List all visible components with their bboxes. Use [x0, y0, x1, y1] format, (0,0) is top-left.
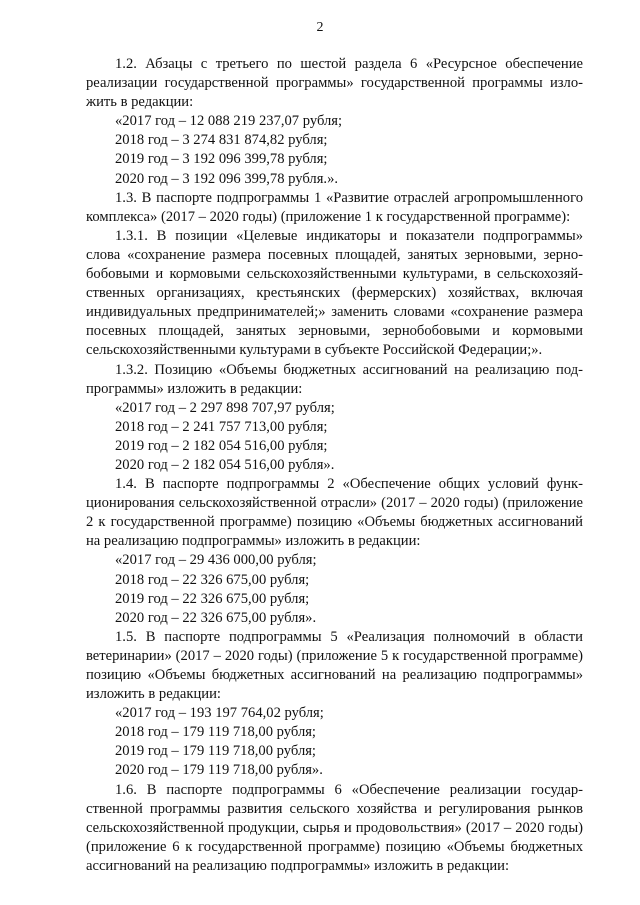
paragraph-1-5: 1.5. В паспорте подпрограммы 5 «Реализация полномочий в области ветеринарии» (2017 – 2020 годы) (приложение 5 к государственной программе) позицию «Объемы бюджетных ассигнований на реализацию подпрограммы» изложить в редакции: [86, 628, 583, 703]
value-line: «2017 год – 29 436 000,00 рубля; [115, 552, 317, 569]
value-line: «2017 год – 193 197 764,02 рубля; [115, 705, 324, 722]
value-line: 2019 год – 3 192 096 399,78 рубля; [115, 151, 328, 168]
page-number: 2 [316, 20, 324, 35]
value-line: 2020 год – 2 182 054 516,00 рубля». [115, 456, 335, 473]
paragraph-1-6: 1.6. В паспорте подпрограммы 6 «Обеспечение реализации государственной программы развития сельского хозяйства и регулирования рынков сельскохозяйственной продукции, сырья и продовольствия» (2017 – 2020 годы) (приложение 6 к государственной программе) позицию «Объемы бюджетных ассигнований на реализацию подпрограммы» изложить в редакции: [86, 781, 583, 874]
value-line: 2020 год – 179 119 718,00 рубля». [115, 762, 323, 779]
value-line: 2020 год – 3 192 096 399,78 рубля.». [115, 170, 339, 187]
value-line: «2017 год – 12 088 219 237,07 рубля; [115, 113, 343, 130]
value-line: 2020 год – 22 326 675,00 рубля». [115, 609, 317, 626]
paragraph-1-3-1: 1.3.1. В позиции «Целевые индикаторы и показатели подпрограммы» слова «сохранение размера посевных площадей, занятых зерновыми, зернобобовыми и кормовыми сельскохозяйственными культурами, в сельскохозяйственных организациях, крестьянских (фермерских) хозяйствах, включая индивидуальных предпринимателей;» заменить словами «сохранение размера посевных площадей, занятых зерновыми, зернобобовыми и кормовыми сельскохозяйственными культурами в субъекте Российской Федерации;». [86, 227, 583, 359]
value-line: 2019 год – 22 326 675,00 рубля; [115, 590, 310, 607]
value-line: 2018 год – 22 326 675,00 рубля; [115, 571, 310, 588]
document-body [86, 55, 583, 876]
value-line: 2018 год – 3 274 831 874,82 рубля; [115, 132, 328, 149]
paragraph-1-2: 1.2. Абзацы с третьего по шестой раздела 6 «Ресурсное обеспечение реализации государственной программы» государственной программы изложить в редакции: [86, 56, 583, 111]
value-line: 2019 год – 179 119 718,00 рубля; [115, 743, 316, 760]
value-line: 2018 год – 179 119 718,00 рубля; [115, 724, 316, 741]
value-line: 2019 год – 2 182 054 516,00 рубля; [115, 437, 328, 454]
paragraph-1-3: 1.3. В паспорте подпрограммы 1 «Развитие отраслей агропромышленного комплекса» (2017 – 2020 годы) (приложение 1 к государственной программе): [86, 189, 583, 225]
paragraph-1-3-2: 1.3.2. Позицию «Объемы бюджетных ассигнований на реализацию подпрограммы» изложить в редакции: [86, 361, 583, 397]
value-line: 2018 год – 2 241 757 713,00 рубля; [115, 418, 328, 435]
value-line: «2017 год – 2 297 898 707,97 рубля; [115, 399, 335, 416]
paragraph-1-4: 1.4. В паспорте подпрограммы 2 «Обеспечение общих условий функционирования сельскохозяйственной отрасли» (2017 – 2020 годы) (приложение 2 к государственной программе) позицию «Объемы бюджетных ассигнований на реализацию подпрограммы» изложить в редакции: [86, 476, 583, 550]
